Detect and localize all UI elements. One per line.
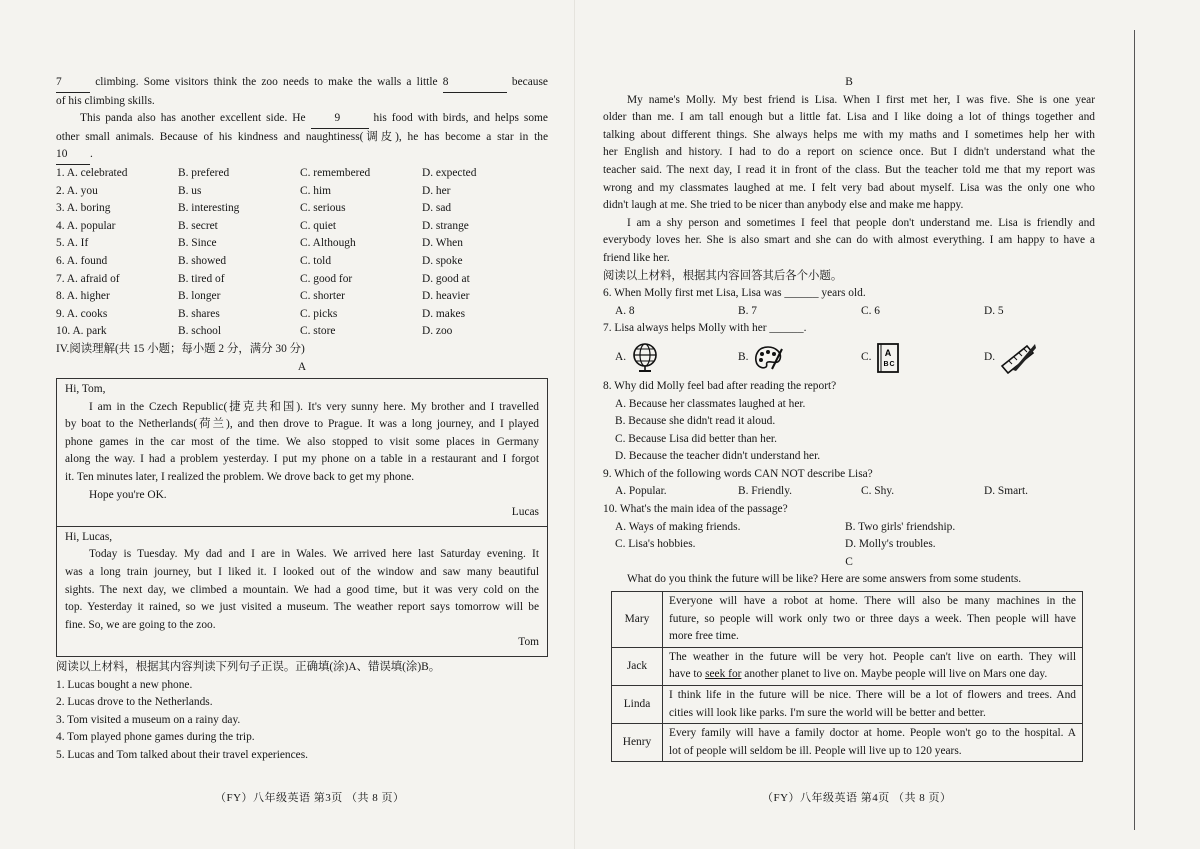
option[interactable]: C. Because Lisa did better than her. <box>615 432 777 445</box>
student-answer: Everyone will have a robot at home. There will also be many machines in the future, so people will work only two or three days a week. Then people will have more free time. <box>663 592 1083 648</box>
underlined-phrase: seek for <box>705 668 742 681</box>
option[interactable]: D. sad <box>422 202 452 215</box>
cloze-blank-8: 8 <box>443 74 507 93</box>
option[interactable]: C. serious <box>300 202 346 215</box>
tf-instruction: 阅读以上材料，根据其内容判读下列句子正误。正确填(涂)A、错误填(涂)B。 <box>56 661 441 673</box>
option-b[interactable]: B. <box>738 343 856 373</box>
option-a[interactable]: A. <box>615 342 733 374</box>
option[interactable]: C. store <box>300 325 336 338</box>
passage-a-label: A <box>297 360 307 373</box>
option[interactable]: C. remembered <box>300 166 371 179</box>
option[interactable]: A. Popular. <box>615 485 667 498</box>
tf-item: 5. Lucas and Tom talked about their travel experiences. <box>56 748 309 761</box>
future-answers-table <box>611 591 1083 762</box>
cloze-option-row <box>56 253 548 271</box>
cloze-blank-7: 7 <box>56 74 90 93</box>
option[interactable]: D. heavier <box>422 290 470 303</box>
option[interactable]: B. school <box>178 325 222 338</box>
question-9-options <box>603 483 1095 501</box>
globe-icon <box>630 342 660 374</box>
cloze-options <box>56 165 548 341</box>
tf-item: 2. Lucas drove to the Netherlands. <box>56 696 213 709</box>
student-answer: Every family will have a family doctor at home. People won't go to the hospital. A lot of people will seldom be ill. People will live up to 120 years. <box>663 724 1083 762</box>
cloze-blank-9: 9 <box>311 110 369 129</box>
option[interactable]: D. When <box>422 237 463 250</box>
page-footer-left: （FY）八年级英语 第3页 （共 8 页） <box>215 792 405 804</box>
question-10-options <box>603 519 1095 554</box>
option[interactable]: D. good at <box>422 272 470 285</box>
option[interactable]: B. longer <box>178 290 221 303</box>
abc-book-icon <box>875 342 901 374</box>
option[interactable]: 1. A. celebrated <box>56 166 128 179</box>
option[interactable]: A. 8 <box>615 304 635 317</box>
passage-b-label: B <box>845 76 853 88</box>
option[interactable]: B. Because she didn't read it aloud. <box>615 415 776 428</box>
option[interactable]: D. 5 <box>984 304 1004 317</box>
student-answer: The weather in the future will be very hot. People can't live on earth. They will have to seek for another planet to live on. Maybe people will live on Mars one day. <box>663 647 1083 685</box>
option[interactable]: D. expected <box>422 166 477 179</box>
student-name: Jack <box>612 647 663 685</box>
option[interactable]: C. him <box>300 184 332 197</box>
svg-text:C: C <box>889 360 895 368</box>
question-8: 8. Why did Molly feel bad after reading the report? <box>603 379 837 392</box>
svg-text:A: A <box>885 347 892 358</box>
cloze-line-5: 10 . <box>56 146 548 165</box>
option[interactable]: 3. A. boring <box>56 202 111 215</box>
section-title: IV.阅读理解(共 15 小题；每小题 2 分，满分 30 分) <box>56 342 305 355</box>
option[interactable]: D. strange <box>422 219 469 232</box>
letter-lucas: Hi, Tom, I am in the Czech Republic(捷克共和国). It's very sunny here. My brother and I travelled by boat to the Netherlands(荷兰), and then drove to Prague. It was a long journey, and I played phone games in the car most of the time. We also stopped to visit some places in Germany along the way. I had a problem yesterday. I put my phone on a table in a restaurant and I forgot it. Ten minutes later, I realized the problem. We drove back to get my phone. Hope you're OK. Lucas <box>57 379 547 526</box>
cloze-blank-10: 10 <box>56 146 90 165</box>
tf-item: 4. Tom played phone games during the trip. <box>56 731 255 744</box>
passage-c-label: C <box>845 555 853 568</box>
option[interactable]: C. Shy. <box>861 485 895 498</box>
option-d[interactable]: D. <box>984 342 1102 374</box>
letter-signature: Lucas <box>511 506 539 519</box>
question-6-options <box>603 303 1095 321</box>
option[interactable]: B. Friendly. <box>738 485 792 498</box>
cloze-line-2: of his climbing skills. <box>56 94 155 107</box>
option[interactable]: 5. A. If <box>56 237 89 250</box>
question-7: 7. Lisa always helps Molly with her ______. <box>603 322 807 335</box>
option[interactable]: 6. A. found <box>56 254 108 267</box>
option[interactable]: C. shorter <box>300 290 345 303</box>
b-instruction: 阅读以上材料，根据其内容回答其后各个小题。 <box>603 269 843 282</box>
letter-greeting: Hi, Lucas, <box>65 530 113 543</box>
option[interactable]: C. good for <box>300 272 353 285</box>
question-10: 10. What's the main idea of the passage? <box>603 503 788 516</box>
cloze-option-row <box>56 165 548 183</box>
question-9: 9. Which of the following words CAN NOT describe Lisa? <box>603 467 873 480</box>
table-row <box>612 592 1083 648</box>
palette-icon <box>752 343 784 373</box>
cloze-option-row <box>56 271 548 289</box>
option[interactable]: 9. A. cooks <box>56 307 108 320</box>
page-divider <box>574 0 575 849</box>
option[interactable]: B. us <box>178 184 202 197</box>
student-name: Henry <box>612 724 663 762</box>
option[interactable]: C. Although <box>300 237 356 250</box>
binding-fold-line <box>1134 30 1135 830</box>
cloze-option-row <box>56 183 548 201</box>
option[interactable]: B. 7 <box>738 304 757 317</box>
student-name: Mary <box>612 592 663 648</box>
cloze-option-row <box>56 200 548 218</box>
option[interactable]: B. shares <box>178 307 220 320</box>
letter-greeting: Hi, Tom, <box>65 383 106 396</box>
tf-item: 3. Tom visited a museum on a rainy day. <box>56 713 241 726</box>
option[interactable]: 7. A. afraid of <box>56 272 120 285</box>
option[interactable]: 4. A. popular <box>56 219 116 232</box>
c-intro: What do you think the future will be like? Here are some answers from some students. <box>627 573 1022 586</box>
option[interactable]: 2. A. you <box>56 184 98 197</box>
option[interactable]: C. 6 <box>861 304 880 317</box>
letter-signature: Tom <box>518 636 539 649</box>
option[interactable]: D. Smart. <box>984 485 1028 498</box>
cloze-line-4: other small animals. Because of his kindness and naughtiness(调皮), he has become a star in the <box>56 130 548 143</box>
option-c[interactable]: C. A B C <box>861 342 979 374</box>
letters-box <box>56 378 548 657</box>
option[interactable]: 8. A. higher <box>56 290 110 303</box>
option[interactable]: D. makes <box>422 307 466 320</box>
cloze-option-row <box>56 288 548 306</box>
option[interactable]: A. Because her classmates laughed at her. <box>615 397 806 410</box>
svg-text:B: B <box>883 360 889 368</box>
letter-closing: Hope you're OK. <box>89 488 167 501</box>
option[interactable]: A. Ways of making friends. <box>615 520 741 533</box>
option[interactable]: B. Two girls' friendship. <box>845 520 956 533</box>
option[interactable]: B. Since <box>178 237 217 250</box>
option[interactable]: B. secret <box>178 219 218 232</box>
option[interactable]: C. told <box>300 254 332 267</box>
right-page: B My name's Molly. My best friend is Lisa. When I first met her, I was five. She is one year older than me. I am tall enough but a little fat. Lisa and I like doing a lot of things together and talking about different things. She always helps me with my maths and I sometimes help her with her English and history. I had to do a report on science once. But I didn't understand what the teacher said. The next day, I read it in front of the class. But the teacher told me that my report was wrong and my classmates laughed at me. I felt very bad about myself. Lisa was the only one who didn't laugh at me. She tried to be nicer than anybody else and make me happy. I am a shy person and sometimes I feel that people don't understand me. Lisa is friendly and everybody loves her. She is also smart and she can do with almost everything. I am happy to have a friend like her. 阅读以上材料，根据其内容回答其后各个小题。 6. When Molly first met Lisa, Lisa was ______ years old. A. 8 B. 7 C. 6 D. 5 7. Lisa always helps Molly with her ______. A. B. C. A B C D. 8. Why did Molly feel bad after reading the report? A. Because her classmates laughed at her. B. Because she didn't read it aloud. C. Because Lisa did better than her. D. Because the teacher didn't understand her. 9. Which of the following words CAN NOT describe Lisa? A. Popular. B. Friendly. C. Shy. D. Smart. 10. What's the main idea of the passage? A. Ways of making friends. B. Two girls' friendship. C. Lisa's hobbies. D. Molly's troubles. C What do you think the future will be like? Here are some answers from some students. Mary Everyone will have a robot at home. There will also be many machines in the future, so people will work only two or three days a week. Then people will have more free time. Jack The weather in the future will be very hot. People can't live on earth. They will have to seek for another planet to live on. Maybe people will live on Mars one day. Linda I think life in the future will be nice. There will be a lot of flowers and trees. And cities will look like parks. I'm sure the world will be better and better. Henry Every family will have a family doctor at home. People won't go to the hospital. A lot of people will seldom be ill. People will live up to 120 years. <box>603 0 1095 762</box>
option[interactable]: B. tired of <box>178 272 225 285</box>
cloze-option-row <box>56 323 548 341</box>
cloze-option-row <box>56 306 548 324</box>
tf-item: 1. Lucas bought a new phone. <box>56 678 193 691</box>
option[interactable]: D. spoke <box>422 254 463 267</box>
left-page <box>56 0 548 765</box>
question-7-options <box>603 338 1095 378</box>
cloze-option-row <box>56 235 548 253</box>
ruler-icon <box>999 342 1037 374</box>
table-row <box>612 647 1083 685</box>
cloze-line-1: 7 climbing. Some visitors think the zoo needs to make the walls a little 8 because <box>56 74 548 93</box>
option[interactable]: C. Lisa's hobbies. <box>615 538 696 551</box>
option[interactable]: C. quiet <box>300 219 337 232</box>
option[interactable]: B. interesting <box>178 202 240 215</box>
cloze-line-3: This panda also has another excellent side. He 9 his food with birds, and helps some <box>56 110 548 129</box>
option[interactable]: C. picks <box>300 307 338 320</box>
page-footer-right: （FY）八年级英语 第4页 （共 8 页） <box>762 792 952 804</box>
letter-tom: Hi, Lucas, Today is Tuesday. My dad and I are in Wales. We arrived here last Saturday evening. It was a long train journey, but I liked it. I looked out of the window and saw many beautiful sights. The next day, we climbed a mountain. We had a good time, but it was very cold on the top. Yesterday it rained, so we just visited a museum. The weather report says tomorrow will be fine. So, we are going to the zoo. Tom <box>57 526 547 656</box>
option[interactable]: 10. A. park <box>56 325 107 338</box>
option[interactable]: B. showed <box>178 254 227 267</box>
option[interactable]: D. zoo <box>422 325 453 338</box>
student-name: Linda <box>612 686 663 724</box>
option[interactable]: D. Because the teacher didn't understand her. <box>615 450 821 463</box>
student-answer: I think life in the future will be nice. There will be a lot of flowers and trees. And cities will look like parks. I'm sure the world will be better and better. <box>663 686 1083 724</box>
table-row <box>612 686 1083 724</box>
table-row <box>612 724 1083 762</box>
option[interactable]: D. Molly's troubles. <box>845 538 936 551</box>
option[interactable]: B. prefered <box>178 166 230 179</box>
option[interactable]: D. her <box>422 184 451 197</box>
cloze-option-row <box>56 218 548 236</box>
question-6: 6. When Molly first met Lisa, Lisa was ______ years old. <box>603 287 866 300</box>
